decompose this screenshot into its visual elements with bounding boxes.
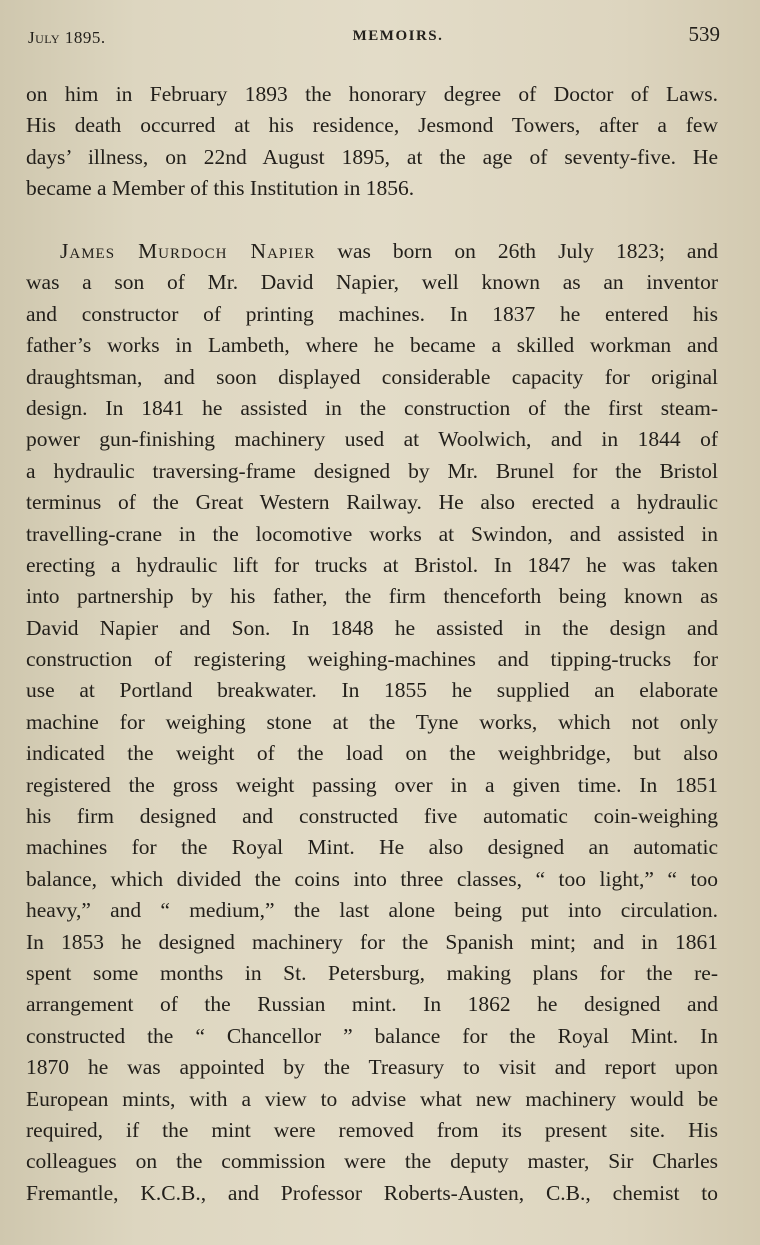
text-line: required, if the mint were removed from its present site. His — [26, 1117, 718, 1142]
text-line-rest: was born on 26th July 1823; and — [315, 239, 718, 263]
text-line: and constructor of printing machines. In 1837 he entered his — [26, 301, 718, 326]
text-line: indicated the weight of the load on the weighbridge, but also — [26, 741, 718, 766]
text-line: David Napier and Son. In 1848 he assisted in the design and — [26, 615, 718, 640]
running-header — [28, 22, 720, 52]
text-line: became a Member of this Institution in 1856. — [26, 176, 415, 201]
text-line: arrangement of the Russian mint. In 1862 he designed and — [26, 992, 718, 1017]
text-line: draughtsman, and soon displayed considerable capacity for original — [26, 364, 718, 389]
text-line: constructed the “ Chancellor ” balance for the Royal Mint. In — [26, 1023, 718, 1048]
text-line: machines for the Royal Mint. He also designed an automatic — [26, 835, 718, 860]
text-line: balance, which divided the coins into three classes, “ too light,” “ too — [26, 866, 718, 891]
text-line: In 1853 he designed machinery for the Spanish mint; and in 1861 — [26, 929, 718, 954]
text-line: registered the gross weight passing over in a given time. In 1851 — [26, 772, 718, 797]
header-section-title: MEMOIRS. — [352, 28, 444, 44]
text-line: construction of registering weighing-machines and tipping-trucks for — [26, 647, 718, 672]
text-line: use at Portland breakwater. In 1855 he supplied an elaborate — [26, 678, 718, 703]
text-line: was a son of Mr. David Napier, well known as an inventor — [26, 270, 718, 295]
text-line: his firm designed and constructed five automatic coin-weighing — [26, 804, 718, 829]
text-line: power gun-finishing machinery used at Woolwich, and in 1844 of — [26, 427, 718, 452]
text-line: European mints, with a view to advise what new machinery would be — [26, 1086, 718, 1111]
text-line-first — [26, 236, 718, 267]
paragraph-previous-memoir — [26, 79, 718, 205]
header-date: July 1895. — [28, 28, 106, 47]
text-line: travelling-crane in the locomotive works at Swindon, and assisted in — [26, 521, 718, 546]
text-line: Fremantle, K.C.B., and Professor Roberts-Austen, C.B., chemist to — [26, 1180, 718, 1205]
text-line: days’ illness, on 22nd August 1895, at the age of seventy-five. He — [26, 144, 718, 169]
paragraph-napier-memoir — [26, 236, 718, 1209]
text-line: father’s works in Lambeth, where he became a skilled workman and — [26, 333, 718, 358]
text-line: colleagues on the commission were the deputy master, Sir Charles — [26, 1149, 718, 1174]
text-line: spent some months in St. Petersburg, making plans for the re- — [26, 960, 718, 985]
text-line: terminus of the Great Western Railway. He also erected a hydraulic — [26, 490, 718, 515]
text-line: into partnership by his father, the firm thenceforth being known as — [26, 584, 718, 609]
text-line: His death occurred at his residence, Jesmond Towers, after a few — [26, 113, 718, 138]
text-line: heavy,” and “ medium,” the last alone being put into circulation. — [26, 898, 718, 923]
text-line: a hydraulic traversing-frame designed by Mr. Brunel for the Bristol — [26, 458, 718, 483]
memoir-subject-name: James Murdoch Napier — [60, 239, 316, 263]
text-line: on him in February 1893 the honorary degree of Doctor of Laws. — [26, 82, 718, 106]
text-line: design. In 1841 he assisted in the construction of the first steam- — [26, 395, 718, 420]
page-number: 539 — [688, 22, 720, 46]
text-line: machine for weighing stone at the Tyne works, which not only — [26, 709, 718, 734]
text-line: erecting a hydraulic lift for trucks at Bristol. In 1847 he was taken — [26, 552, 718, 577]
text-line: 1870 he was appointed by the Treasury to visit and report upon — [26, 1055, 718, 1080]
